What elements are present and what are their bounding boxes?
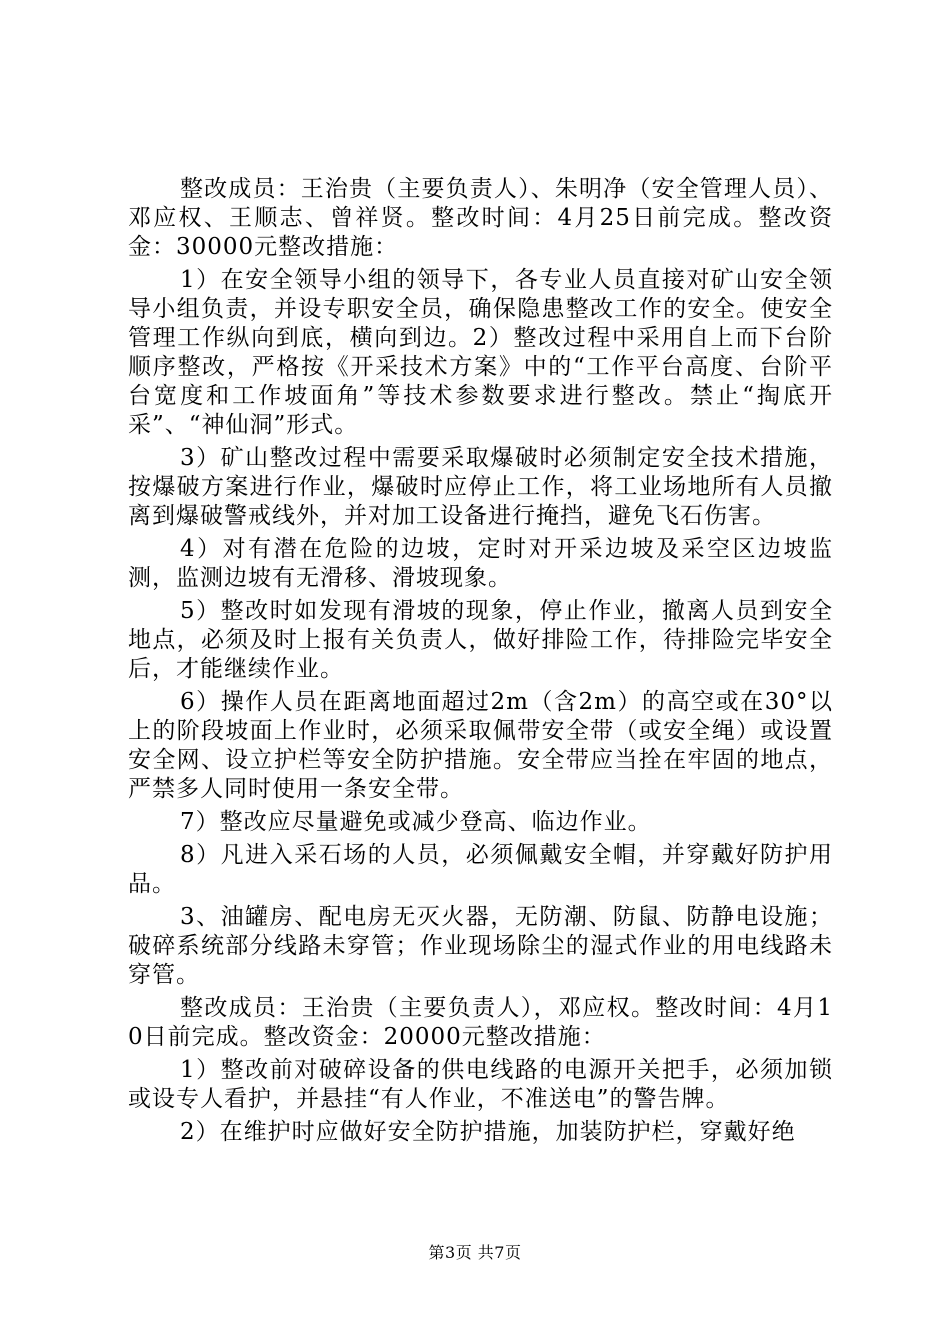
document-body <box>128 175 833 1151</box>
paragraph-rectification-team-1: 整改成员：王治贵（主要负责人）、朱明净（安全管理人员）、邓应权、王顺志、曾祥贤。整改时间：4月25日前完成。整改资金：30000元整改措施： <box>128 176 833 260</box>
paragraph-measure-3: 3）矿山整改过程中需要采取爆破时必须制定安全技术措施，按爆破方案进行作业，爆破时应停止工作，将工业场地所有人员撤离到爆破警戒线外，并对加工设备进行掩挡，避免飞石伤害。 <box>128 445 833 529</box>
paragraph-measure-1-2: 1）在安全领导小组的领导下，各专业人员直接对矿山安全领导小组负责，并设专职安全员，确保隐患整改工作的安全。使安全管理工作纵向到底，横向到边。2）整改过程中采用自上而下台阶顺序整改，严格按《开采技术方案》中的“工作平台高度、台阶平台宽度和工作坡面角”等技术参数要求进行整改。禁止“掏底开采”、“神仙洞”形式。 <box>128 267 833 438</box>
paragraph-measure-7: 7）整改应尽量避免或减少登高、临边作业。 <box>180 809 652 835</box>
paragraph-power-measure-1: 1）整改前对破碎设备的供电线路的电源开关把手，必须加锁或设专人看护，并悬挂“有人作业，不准送电”的警告牌。 <box>128 1057 833 1112</box>
paragraph-measure-4: 4）对有潜在危险的边坡，定时对开采边坡及采空区边坡监测，监测边坡有无滑移、滑坡现象。 <box>128 536 833 591</box>
paragraph-issue-3: 3、油罐房、配电房无灭火器，无防潮、防鼠、防静电设施；破碎系统部分线路未穿管；作业现场除尘的湿式作业的用电线路未穿管。 <box>128 904 833 988</box>
paragraph-measure-5: 5）整改时如发现有滑坡的现象，停止作业，撤离人员到安全地点，必须及时上报有关负责人，做好排险工作，待排险完毕安全后，才能继续作业。 <box>128 598 833 682</box>
page-number-footer: 第3页 共7页 <box>428 1243 522 1262</box>
paragraph-measure-6: 6）操作人员在距离地面超过2m（含2m）的高空或在30°以上的阶段坡面上作业时，必须采取佩带安全带（或安全绳）或设置安全网、设立护栏等安全防护措施。安全带应当拴在牢固的地点，严禁多人同时使用一条安全带。 <box>128 689 833 802</box>
paragraph-measure-8: 8）凡进入采石场的人员，必须佩戴安全帽，并穿戴好防护用品。 <box>128 842 833 897</box>
paragraph-power-measure-2: 2）在维护时应做好安全防护措施，加装防护栏，穿戴好绝 <box>180 1119 796 1145</box>
paragraph-rectification-team-2: 整改成员：王治贵（主要负责人），邓应权。整改时间：4月10日前完成。整改资金：20000元整改措施： <box>128 995 833 1050</box>
